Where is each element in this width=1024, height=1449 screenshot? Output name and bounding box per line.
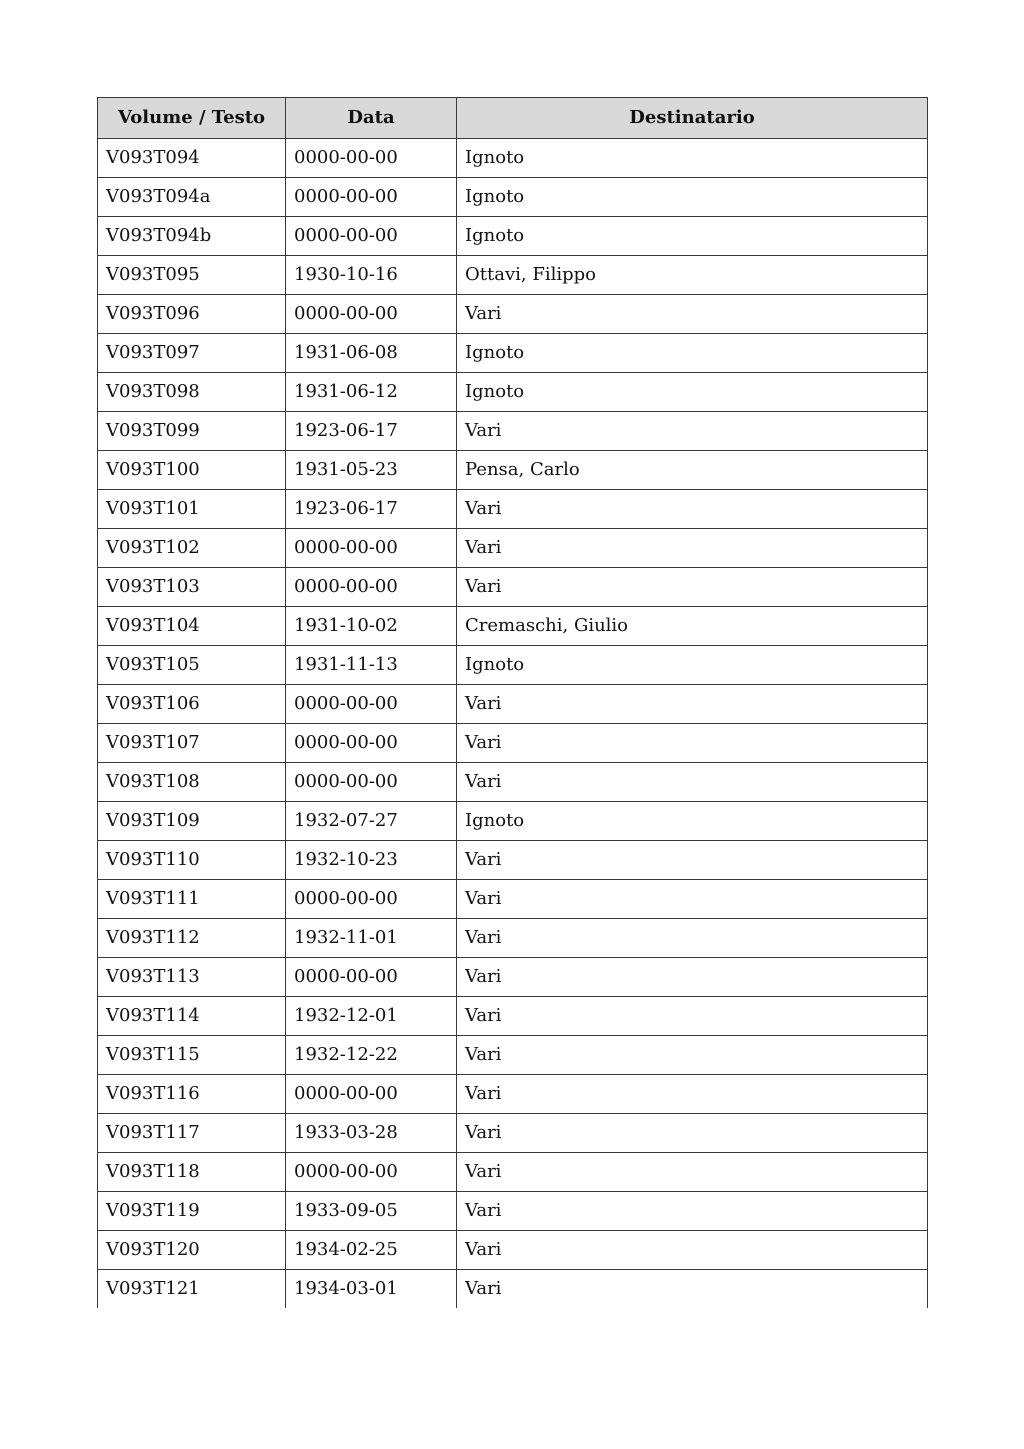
header-volume-testo: Volume / Testo [98, 98, 286, 139]
cell-destinatario: Vari [457, 880, 928, 919]
cell-destinatario: Vari [457, 295, 928, 334]
cell-volume-testo: V093T094a [98, 178, 286, 217]
table-row [98, 724, 928, 763]
table-row [98, 412, 928, 451]
cell-destinatario: Vari [457, 412, 928, 451]
cell-data: 1934-03-01 [286, 1270, 457, 1309]
table-row [98, 217, 928, 256]
cell-data: 0000-00-00 [286, 1153, 457, 1192]
cell-destinatario: Vari [457, 1192, 928, 1231]
table-row [98, 295, 928, 334]
cell-destinatario: Ignoto [457, 334, 928, 373]
cell-destinatario: Ignoto [457, 139, 928, 178]
cell-data: 1931-10-02 [286, 607, 457, 646]
table-row [98, 646, 928, 685]
cell-volume-testo: V093T109 [98, 802, 286, 841]
cell-data: 0000-00-00 [286, 217, 457, 256]
table-row [98, 1075, 928, 1114]
cell-volume-testo: V093T110 [98, 841, 286, 880]
table-row [98, 841, 928, 880]
cell-volume-testo: V093T120 [98, 1231, 286, 1270]
cell-destinatario: Vari [457, 1114, 928, 1153]
cell-volume-testo: V093T102 [98, 529, 286, 568]
cell-data: 0000-00-00 [286, 880, 457, 919]
cell-volume-testo: V093T117 [98, 1114, 286, 1153]
cell-volume-testo: V093T101 [98, 490, 286, 529]
cell-volume-testo: V093T094b [98, 217, 286, 256]
cell-destinatario: Ignoto [457, 802, 928, 841]
cell-data: 1932-10-23 [286, 841, 457, 880]
cell-data: 1932-12-01 [286, 997, 457, 1036]
cell-destinatario: Vari [457, 529, 928, 568]
cell-destinatario: Ignoto [457, 646, 928, 685]
cell-volume-testo: V093T106 [98, 685, 286, 724]
table-row [98, 373, 928, 412]
table-row [98, 451, 928, 490]
cell-data: 1933-09-05 [286, 1192, 457, 1231]
cell-volume-testo: V093T118 [98, 1153, 286, 1192]
cell-volume-testo: V093T104 [98, 607, 286, 646]
cell-data: 0000-00-00 [286, 139, 457, 178]
cell-data: 1932-11-01 [286, 919, 457, 958]
table-row [98, 997, 928, 1036]
table-row [98, 256, 928, 295]
cell-volume-testo: V093T096 [98, 295, 286, 334]
cell-volume-testo: V093T097 [98, 334, 286, 373]
table-row [98, 1270, 928, 1309]
table-row [98, 607, 928, 646]
cell-volume-testo: V093T094 [98, 139, 286, 178]
table-row [98, 1231, 928, 1270]
cell-data: 0000-00-00 [286, 178, 457, 217]
cell-data: 0000-00-00 [286, 958, 457, 997]
cell-destinatario: Ignoto [457, 373, 928, 412]
cell-data: 1923-06-17 [286, 490, 457, 529]
cell-data: 1933-03-28 [286, 1114, 457, 1153]
cell-data: 1931-05-23 [286, 451, 457, 490]
cell-data: 1931-06-12 [286, 373, 457, 412]
cell-volume-testo: V093T095 [98, 256, 286, 295]
cell-destinatario: Vari [457, 919, 928, 958]
table-row [98, 334, 928, 373]
cell-destinatario: Vari [457, 841, 928, 880]
cell-data: 0000-00-00 [286, 295, 457, 334]
table-row [98, 1114, 928, 1153]
cell-volume-testo: V093T099 [98, 412, 286, 451]
cell-destinatario: Vari [457, 1231, 928, 1270]
table-row [98, 139, 928, 178]
cell-destinatario: Vari [457, 490, 928, 529]
cell-destinatario: Vari [457, 568, 928, 607]
cell-destinatario: Vari [457, 763, 928, 802]
cell-destinatario: Vari [457, 685, 928, 724]
table-header [98, 98, 928, 139]
cell-data: 1931-11-13 [286, 646, 457, 685]
cell-volume-testo: V093T119 [98, 1192, 286, 1231]
header-row [98, 98, 928, 139]
cell-volume-testo: V093T105 [98, 646, 286, 685]
cell-data: 1930-10-16 [286, 256, 457, 295]
table-row [98, 802, 928, 841]
cell-destinatario: Vari [457, 724, 928, 763]
cell-destinatario: Pensa, Carlo [457, 451, 928, 490]
cell-data: 0000-00-00 [286, 724, 457, 763]
table-row [98, 958, 928, 997]
table-row [98, 880, 928, 919]
cell-destinatario: Cremaschi, Giulio [457, 607, 928, 646]
cell-destinatario: Vari [457, 958, 928, 997]
cell-volume-testo: V093T113 [98, 958, 286, 997]
cell-destinatario: Vari [457, 1270, 928, 1309]
register-table [97, 97, 928, 1308]
cell-destinatario: Ottavi, Filippo [457, 256, 928, 295]
cell-volume-testo: V093T100 [98, 451, 286, 490]
cell-data: 0000-00-00 [286, 529, 457, 568]
cell-data: 1931-06-08 [286, 334, 457, 373]
cell-data: 1923-06-17 [286, 412, 457, 451]
cell-volume-testo: V093T114 [98, 997, 286, 1036]
cell-volume-testo: V093T107 [98, 724, 286, 763]
cell-data: 0000-00-00 [286, 1075, 457, 1114]
cell-volume-testo: V093T108 [98, 763, 286, 802]
cell-data: 0000-00-00 [286, 763, 457, 802]
cell-volume-testo: V093T116 [98, 1075, 286, 1114]
cell-data: 0000-00-00 [286, 685, 457, 724]
cell-destinatario: Ignoto [457, 217, 928, 256]
table-row [98, 178, 928, 217]
table-row [98, 1036, 928, 1075]
cell-data: 1934-02-25 [286, 1231, 457, 1270]
cell-volume-testo: V093T111 [98, 880, 286, 919]
cell-volume-testo: V093T121 [98, 1270, 286, 1309]
cell-volume-testo: V093T115 [98, 1036, 286, 1075]
cell-destinatario: Vari [457, 1036, 928, 1075]
table-row [98, 685, 928, 724]
cell-volume-testo: V093T112 [98, 919, 286, 958]
table-row [98, 490, 928, 529]
table-row [98, 763, 928, 802]
cell-volume-testo: V093T103 [98, 568, 286, 607]
cell-destinatario: Vari [457, 1075, 928, 1114]
table-row [98, 1153, 928, 1192]
table-body [98, 139, 928, 1309]
table-row [98, 568, 928, 607]
table-row [98, 1192, 928, 1231]
header-destinatario: Destinatario [457, 98, 928, 139]
cell-data: 1932-12-22 [286, 1036, 457, 1075]
cell-destinatario: Ignoto [457, 178, 928, 217]
cell-destinatario: Vari [457, 997, 928, 1036]
cell-destinatario: Vari [457, 1153, 928, 1192]
table-row [98, 529, 928, 568]
cell-data: 1932-07-27 [286, 802, 457, 841]
cell-volume-testo: V093T098 [98, 373, 286, 412]
header-data: Data [286, 98, 457, 139]
table-row [98, 919, 928, 958]
cell-data: 0000-00-00 [286, 568, 457, 607]
